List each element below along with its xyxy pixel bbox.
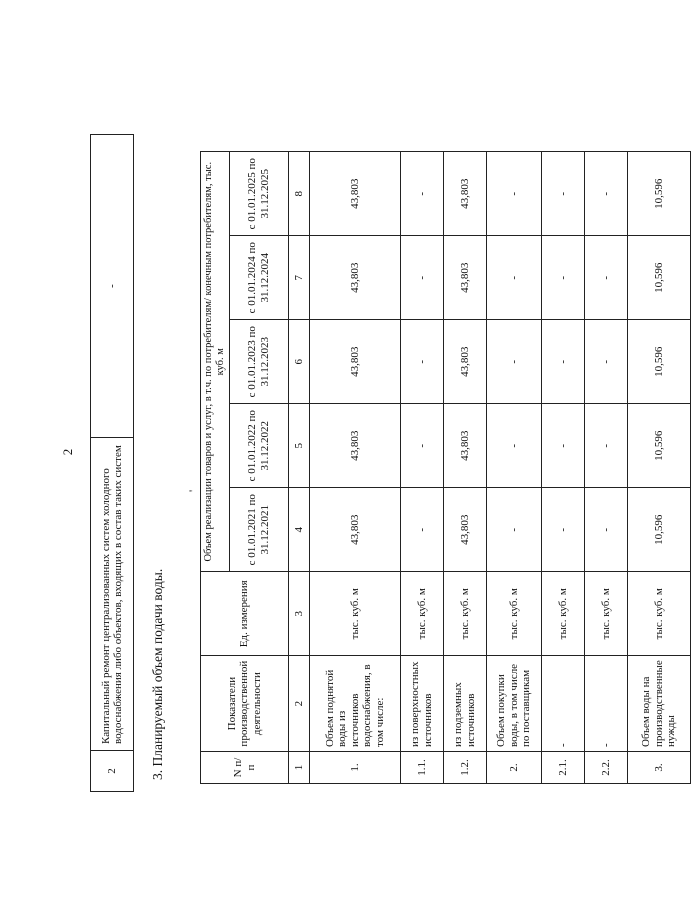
head-n: N п/п — [201, 752, 289, 784]
col-num: 2 — [289, 656, 310, 752]
col-num: 3 — [289, 572, 310, 656]
cell-value: - — [91, 135, 134, 438]
row-value: - — [487, 152, 542, 236]
row-value: 43,803 — [310, 320, 401, 404]
period-2022: с 01.01.2022 по 31.12.2022 — [230, 404, 289, 488]
row-value: - — [401, 404, 444, 488]
head-group: Объем реализации товаров и услуг, в т.ч. по потребителям/ конечным потребителям, тыс. куб. м — [201, 152, 230, 572]
row-indicator: Объем покупки воды, в том числе по поставщикам — [487, 656, 542, 752]
row-number: 3. — [628, 752, 691, 784]
period-2023: с 01.01.2023 по 31.12.2023 — [230, 320, 289, 404]
row-value: 43,803 — [444, 320, 487, 404]
row-unit: тыс. куб. м — [401, 572, 444, 656]
row-number: 2.2. — [585, 752, 628, 784]
head-indicator: Показатели производственной деятельности — [201, 656, 289, 752]
row-value: 10,596 — [628, 236, 691, 320]
row-unit: тыс. куб. м — [542, 572, 585, 656]
table-row — [585, 152, 628, 784]
col-num: 6 — [289, 320, 310, 404]
capital-repair-table — [90, 134, 134, 792]
row-value: - — [401, 236, 444, 320]
row-value: - — [487, 236, 542, 320]
row-number: 1.2. — [444, 752, 487, 784]
row-value: 43,803 — [310, 488, 401, 572]
row-number: 1. — [310, 752, 401, 784]
row-value: - — [401, 152, 444, 236]
row-value: 10,596 — [628, 320, 691, 404]
table-row — [310, 152, 401, 784]
table-row — [91, 135, 134, 792]
table-row — [401, 152, 444, 784]
row-indicator: из поверхностных источников — [401, 656, 444, 752]
row-value: - — [585, 152, 628, 236]
row-value: 43,803 — [444, 236, 487, 320]
table-row — [542, 152, 585, 784]
col-num: 8 — [289, 152, 310, 236]
row-number: 2. — [487, 752, 542, 784]
row-value: - — [487, 320, 542, 404]
col-num: 7 — [289, 236, 310, 320]
row-unit: тыс. куб. м — [444, 572, 487, 656]
row-value: 10,596 — [628, 488, 691, 572]
table-row — [487, 152, 542, 784]
cell-text: Капитальный ремонт централизованных систем холодного водоснабжения либо объектов, входящих в состав таких систем — [91, 438, 134, 751]
col-num: 1 — [289, 752, 310, 784]
period-2025: с 01.01.2025 по 31.12.2025 — [230, 152, 289, 236]
table-body — [310, 152, 691, 784]
row-value: - — [585, 236, 628, 320]
row-value: - — [542, 236, 585, 320]
row-unit: тыс. куб. м — [628, 572, 691, 656]
tick-mark: ' — [186, 489, 200, 492]
rotated-content — [20, 52, 678, 852]
row-value: - — [585, 488, 628, 572]
table-row — [444, 152, 487, 784]
row-value: - — [542, 404, 585, 488]
row-value: - — [401, 320, 444, 404]
row-unit: тыс. куб. м — [585, 572, 628, 656]
row-value: - — [585, 320, 628, 404]
row-value: - — [542, 320, 585, 404]
table-row — [628, 152, 691, 784]
row-value: 43,803 — [310, 236, 401, 320]
cell-num: 2 — [91, 751, 134, 792]
row-value: 43,803 — [310, 404, 401, 488]
page-number: 2 — [60, 448, 75, 456]
row-value: 43,803 — [444, 488, 487, 572]
row-value: - — [585, 404, 628, 488]
row-unit: тыс. куб. м — [487, 572, 542, 656]
row-value: - — [542, 152, 585, 236]
row-indicator: Объем воды на производственные нужды — [628, 656, 691, 752]
head-unit: Ед. измерения — [201, 572, 289, 656]
row-number: 1.1. — [401, 752, 444, 784]
row-value: 43,803 — [444, 404, 487, 488]
column-numbers-row — [289, 152, 310, 784]
row-number: 2.1. — [542, 752, 585, 784]
row-indicator: из подземных источников — [444, 656, 487, 752]
row-value: - — [401, 488, 444, 572]
row-indicator: Объем поднятой воды из источников водоснабжения, в том числе: — [310, 656, 401, 752]
row-value: - — [487, 488, 542, 572]
col-num: 4 — [289, 488, 310, 572]
row-value: - — [487, 404, 542, 488]
row-value: 10,596 — [628, 152, 691, 236]
row-indicator: - — [585, 656, 628, 752]
col-num: 5 — [289, 404, 310, 488]
period-2024: с 01.01.2024 по 31.12.2024 — [230, 236, 289, 320]
water-volume-table — [200, 151, 691, 784]
row-unit: тыс. куб. м — [310, 572, 401, 656]
header-row — [201, 152, 230, 784]
section-title: 3. Планируемый объем подачи воды. — [150, 568, 165, 780]
row-value: 10,596 — [628, 404, 691, 488]
row-value: 43,803 — [310, 152, 401, 236]
period-2021: с 01.01.2021 по 31.12.2021 — [230, 488, 289, 572]
row-indicator: - — [542, 656, 585, 752]
row-value: 43,803 — [444, 152, 487, 236]
row-value: - — [542, 488, 585, 572]
